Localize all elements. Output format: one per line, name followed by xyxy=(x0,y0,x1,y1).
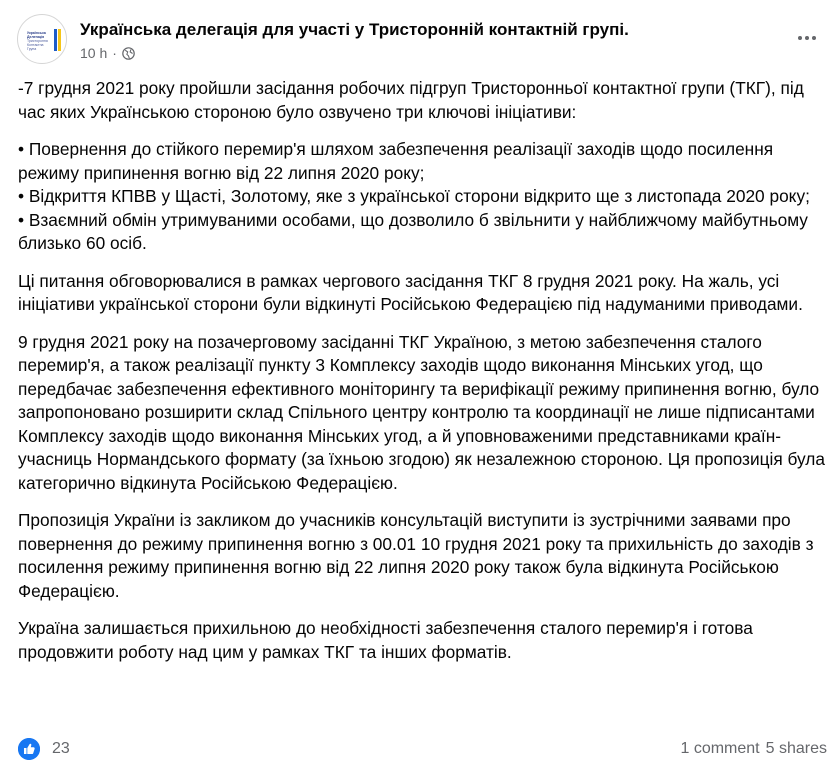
post-header xyxy=(0,0,835,70)
shares-link[interactable]: 5 shares xyxy=(765,740,827,757)
post-body xyxy=(18,77,826,678)
more-options-icon[interactable] xyxy=(795,26,819,50)
like-icon[interactable] xyxy=(18,738,40,760)
reaction-count[interactable]: 23 xyxy=(52,740,70,757)
comments-link[interactable]: 1 comment xyxy=(680,740,760,757)
page-avatar[interactable] xyxy=(17,14,67,64)
list-item: • Відкриття КПВВ у Щасті, Золотому, яке з української сторони відкрито ще з листопада 2020 року; xyxy=(18,186,810,206)
paragraph-5: Україна залишається прихильною до необхідності забезпечення сталого перемир'я і готова продовжити роботу над цим у рамках ТКГ та інших форматів. xyxy=(18,618,753,662)
avatar-logo-text: Українська Делегація Тристороння Контактна Група xyxy=(27,31,48,51)
globe-icon[interactable] xyxy=(122,47,135,60)
meta-separator: · xyxy=(112,45,117,61)
page-name-link[interactable]: Українська делегація для участі у Тристоронній контактній групі. xyxy=(80,20,629,39)
logo-blue-stripe xyxy=(54,29,57,51)
list-item: • Взаємний обмін утримуваними особами, що дозволило б звільнити у найближчому майбутньому близько 60 осіб. xyxy=(18,209,808,253)
paragraph-intro: -7 грудня 2021 року пройшли засідання робочих підгруп Тристоронньої контактної групи (ТКГ), під час яких Українською стороною було озвучено три ключові ініціативи: xyxy=(18,78,804,122)
paragraph-4: Пропозиція України із закликом до учасників консультацій виступити із зустрічними заявами про повернення до режиму припинення вогню з 00.01 10 грудня 2021 року та прихильність до заходів з посилення режиму припинення вогню від 22 липня 2020 року також була відкинута Російською Федерацією. xyxy=(18,510,814,601)
logo-yellow-stripe xyxy=(58,29,61,51)
paragraph-3: 9 грудня 2021 року на позачерговому засіданні ТКГ Україною, з метою забезпечення сталого перемир'я, а також реалізації пункту 3 Комплексу заходів щодо виконання Мінських угод, що передбачає забезпечення ефективного моніторингу та верифікації режиму припинення вогню, було запропоновано розширити склад Спільного центру контролю та координації не лише підписантами Комплексу заходів щодо виконання Мінських угод, а й уповноваженими представниками країн-учасниць Нормандського формату (за їхньою згодою) як незалежною стороною. Ця пропозиція була категорично відкинута Російською Федерацією. xyxy=(18,331,825,493)
post-meta xyxy=(80,45,135,61)
post-footer xyxy=(0,735,835,765)
list-item: • Повернення до стійкого перемир'я шляхом забезпечення реалізації заходів щодо посилення режиму припинення вогню від 22 липня 2020 року; xyxy=(18,139,774,183)
paragraph-2: Ці питання обговорювалися в рамках чергового засідання ТКГ 8 грудня 2021 року. На жаль, усі ініціативи української сторони були відкинуті Російською Федерацією під надуманими приводами. xyxy=(18,270,803,314)
post-timestamp[interactable]: 10 h xyxy=(80,45,108,61)
engagement-stats xyxy=(680,740,827,758)
initiatives-list xyxy=(18,138,826,256)
